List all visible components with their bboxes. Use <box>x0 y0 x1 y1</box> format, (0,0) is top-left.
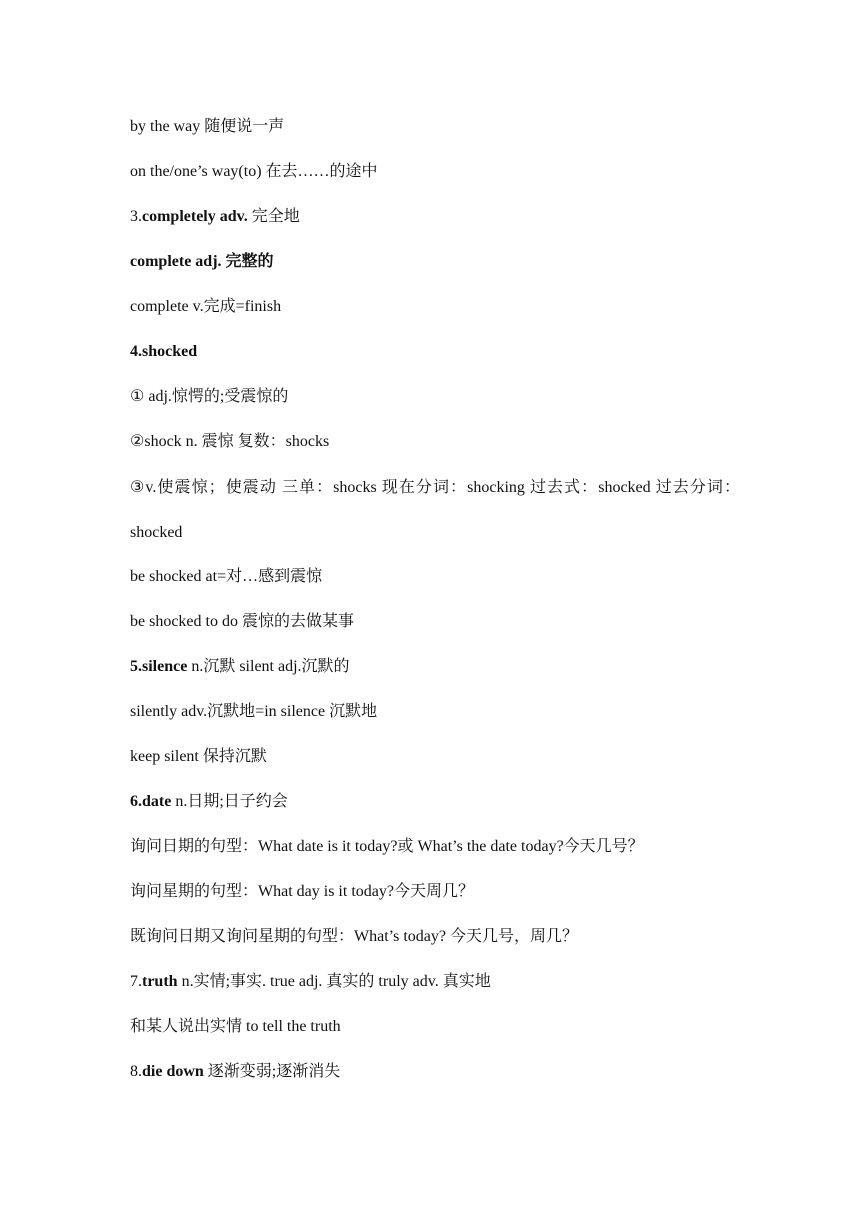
text-segment: 8. <box>130 1063 142 1080</box>
text-line <box>130 157 740 202</box>
bold-term: completely adv. <box>142 208 248 225</box>
text-line <box>130 337 740 382</box>
vocabulary-notes <box>130 112 740 1102</box>
text-line <box>130 292 740 337</box>
text-line <box>130 465 740 555</box>
bold-term: 4.shocked <box>130 343 198 360</box>
text-line <box>130 922 740 967</box>
text-segment: keep silent 保持沉默 <box>130 748 267 765</box>
text-segment: 询问星期的句型：What day is it today?今天周几？ <box>130 883 474 900</box>
text-segment: 随便说一声 <box>204 118 285 135</box>
text-segment: 询问日期的句型：What date is it today?或 What’s the date today?今天几号？ <box>130 838 644 855</box>
text-line <box>130 247 740 292</box>
text-line <box>130 832 740 877</box>
text-segment: on the/one’s way(to) 在去……的途中 <box>130 163 378 180</box>
bold-term: 5.silence <box>130 658 188 675</box>
text-segment: 和某人说出实情 to tell the truth <box>130 1018 341 1035</box>
text-segment: n.实情;事实. true adj. 真实的 truly adv. 真实地 <box>177 973 491 990</box>
text-segment: ②shock n. 震惊 复数：shocks <box>130 433 330 450</box>
text-segment: complete v.完成=finish <box>130 298 282 315</box>
text-line <box>130 877 740 922</box>
bold-term: truth <box>142 973 178 990</box>
text-line <box>130 652 740 697</box>
text-line <box>130 382 740 427</box>
text-line <box>130 1057 740 1102</box>
text-segment: 7. <box>130 973 142 990</box>
bold-term: 6.date <box>130 793 172 810</box>
text-segment: be shocked to do 震惊的去做某事 <box>130 613 354 630</box>
text-segment: 3. <box>130 208 142 225</box>
text-segment: 逐渐变弱;逐渐消失 <box>203 1063 341 1080</box>
text-segment: ① adj.惊愕的;受震惊的 <box>130 388 289 405</box>
text-line <box>130 697 740 742</box>
text-line <box>130 562 740 607</box>
text-segment: by the way <box>130 118 205 135</box>
text-line <box>130 787 740 832</box>
text-line <box>130 967 740 1012</box>
text-segment: n.沉默 silent adj.沉默的 <box>187 658 350 675</box>
text-line <box>130 607 740 652</box>
text-line <box>130 1012 740 1057</box>
text-segment: 完全地 <box>247 208 300 225</box>
text-segment: be shocked at=对…感到震惊 <box>130 568 323 585</box>
text-line <box>130 202 740 247</box>
bold-term: complete adj. 完整的 <box>130 253 274 270</box>
text-line <box>130 112 740 157</box>
text-segment: ③v.使震惊；使震动 三单：shocks 现在分词：shocking 过去式：shocked 过去分词：shocked <box>130 479 740 541</box>
bold-term: die down <box>142 1063 204 1080</box>
text-segment: silently adv.沉默地=in silence 沉默地 <box>130 703 378 720</box>
text-segment: 既询问日期又询问星期的句型：What’s today? 今天几号，周几？ <box>130 928 578 945</box>
text-segment: n.日期;日子约会 <box>171 793 288 810</box>
text-line <box>130 742 740 787</box>
